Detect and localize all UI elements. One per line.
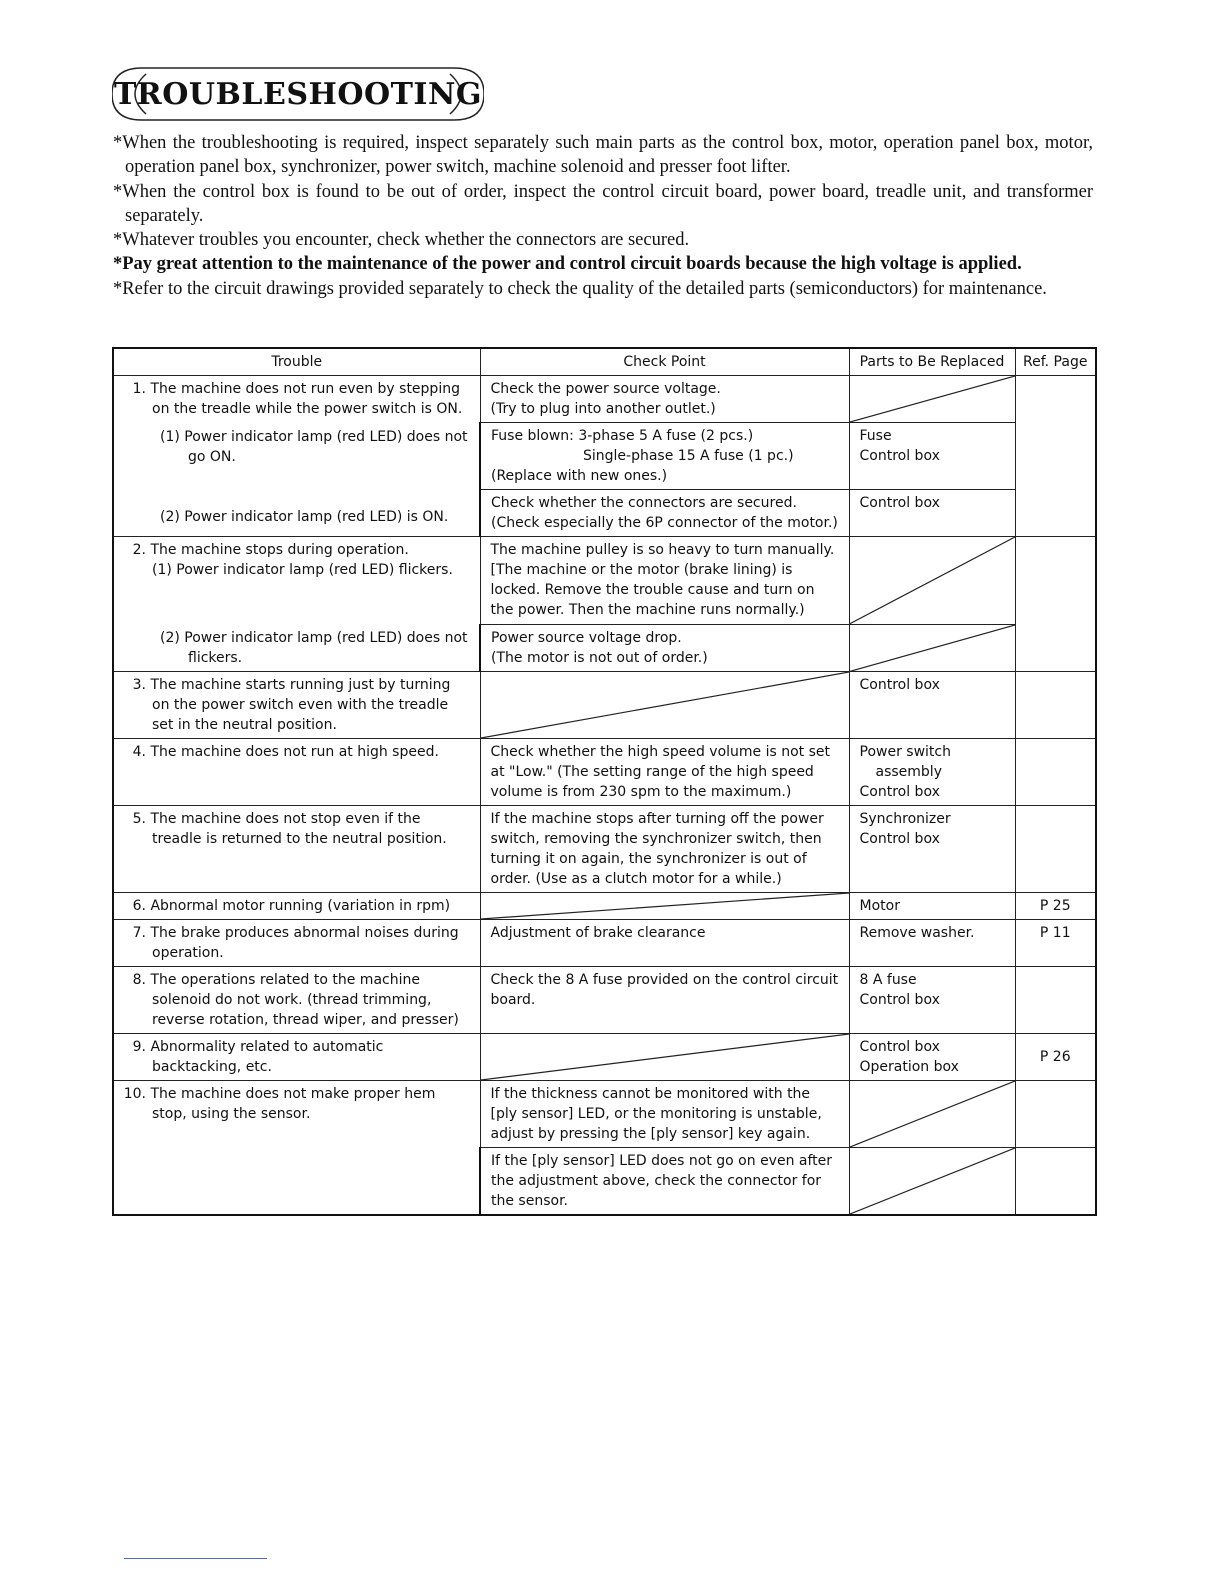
parts-cell <box>849 967 1015 1034</box>
diagonal-line <box>850 1081 1015 1147</box>
diagonal-line <box>481 1034 849 1080</box>
trouble-text: The operations related to the machine solenoid do not work. (thread trimming, reverse rotation, thread wiper, and presser) <box>150 972 459 1028</box>
trouble-text: The machine does not run even by stepping on the treadle while the power switch is ON. <box>150 381 463 417</box>
intro-note: *When the control box is found to be out of order, inspect the control circuit board, power board, treadle unit, and transformer separately. <box>113 181 1093 226</box>
check-point-cell: If the thickness cannot be monitored with the [ply sensor] LED, or the monitoring is unstable, adjust by pressing the [ply sensor] key again. <box>480 1081 849 1148</box>
page-title: TROUBLESHOOTING <box>113 76 483 112</box>
row-number: 5. <box>132 811 146 827</box>
check-line: Check the power source voltage. <box>490 381 721 397</box>
table-row <box>113 376 1096 423</box>
row-number: 3. <box>132 677 146 693</box>
row-number: 10. <box>123 1086 146 1102</box>
check-point-cell: Check whether the high speed volume is not set at "Low." (The setting range of the high speed volume is from 230 spm to the maximum.) <box>480 739 849 806</box>
check-line: (The motor is not out of order.) <box>491 649 708 666</box>
parts-line: assembly <box>875 764 942 780</box>
empty-diagonal-cell <box>480 893 849 920</box>
empty-diagonal-cell <box>849 624 1015 671</box>
row-number: 2. <box>132 542 146 558</box>
check-point-cell: If the machine stops after turning off the power switch, removing the synchronizer switch, then turning it on again, the synchronizer is out of order. (Use as a clutch motor for a while.) <box>480 806 849 893</box>
intro-note: *Refer to the circuit drawings provided separately to check the quality of the detailed parts (semiconductors) for maintenance. <box>113 278 1047 299</box>
intro-note: *Whatever troubles you encounter, check whether the connectors are secured. <box>113 230 690 251</box>
parts-cell: Control box <box>849 672 1015 739</box>
diagonal-line <box>850 376 1015 422</box>
trouble-text: The machine stops during operation. <box>150 542 409 558</box>
trouble-text: The machine starts running just by turning on the power switch even with the treadle set in the neutral position. <box>150 677 451 733</box>
trouble-cell <box>113 739 480 806</box>
trouble-text: The brake produces abnormal noises during operation. <box>150 925 459 961</box>
trouble-cell <box>113 1034 480 1081</box>
parts-line: Control box <box>859 831 940 847</box>
troubleshooting-table <box>112 347 1097 1216</box>
trouble-text: Abnormal motor running (variation in rpm) <box>150 898 451 914</box>
ref-cell <box>1015 739 1096 806</box>
table-row <box>113 1081 1096 1148</box>
check-line: (Try to plug into another outlet.) <box>490 401 716 417</box>
parts-line: Fuse <box>859 428 892 444</box>
trouble-cell <box>113 806 480 893</box>
empty-diagonal-cell <box>849 1148 1015 1216</box>
diagonal-line <box>850 625 1015 671</box>
parts-cell: Remove washer. <box>849 920 1015 967</box>
row-number: 4. <box>132 744 146 760</box>
check-point-cell <box>480 423 849 490</box>
trouble-cell <box>113 893 480 920</box>
table-row <box>113 1034 1096 1081</box>
ref-cell <box>1015 376 1096 537</box>
check-line: Power source voltage drop. <box>491 629 682 646</box>
header-check-point: Check Point <box>480 348 849 376</box>
row-number: 7. <box>132 925 146 941</box>
trouble-cell <box>113 672 480 739</box>
table-row <box>113 920 1096 967</box>
check-point-cell: Adjustment of brake clearance <box>480 920 849 967</box>
check-line: (Replace with new ones.) <box>491 468 668 484</box>
footer-rule <box>124 1558 267 1559</box>
header-ref-page: Ref. Page <box>1015 348 1096 376</box>
table-row <box>113 537 1096 625</box>
table-row <box>113 739 1096 806</box>
trouble-cell <box>113 537 480 672</box>
parts-cell: Control box <box>849 490 1015 537</box>
table-row <box>113 893 1096 920</box>
check-point-cell <box>480 376 849 423</box>
table-row <box>113 806 1096 893</box>
parts-line: Synchronizer <box>859 811 951 827</box>
check-point-cell: Check the 8 A fuse provided on the control circuit board. <box>480 967 849 1034</box>
trouble-text: Abnormality related to automatic backtacking, etc. <box>150 1039 384 1075</box>
ref-cell <box>1015 537 1096 672</box>
parts-cell <box>849 806 1015 893</box>
intro-notes <box>113 131 1093 301</box>
trouble-cell <box>113 967 480 1034</box>
trouble-cell <box>113 1081 480 1216</box>
row-number: 8. <box>132 972 146 988</box>
intro-note: *When the troubleshooting is required, inspect separately such main parts as the control box, motor, operation panel box, motor, operation panel box, synchronizer, power switch, machine solenoid and presser foot lifter. <box>113 133 1093 178</box>
row-number: 1. <box>132 381 146 397</box>
parts-line: Control box <box>859 448 940 464</box>
empty-diagonal-cell <box>480 1034 849 1081</box>
ref-cell <box>1015 672 1096 739</box>
diagonal-line <box>481 672 849 738</box>
empty-diagonal-cell <box>480 672 849 739</box>
header-trouble: Trouble <box>113 348 480 376</box>
trouble-cell <box>113 376 480 537</box>
header-parts: Parts to Be Replaced <box>849 348 1015 376</box>
ref-cell: P 11 <box>1015 920 1096 967</box>
empty-diagonal-cell <box>849 1081 1015 1148</box>
parts-line: Control box <box>859 992 940 1008</box>
row-number: 6. <box>132 898 146 914</box>
trouble-sub-text: (1) Power indicator lamp (red LED) does not go ON. <box>160 429 468 465</box>
parts-cell <box>849 739 1015 806</box>
empty-diagonal-cell <box>849 376 1015 423</box>
diagonal-line <box>481 893 849 919</box>
trouble-sub-text: (2) Power indicator lamp (red LED) does not flickers. <box>160 630 468 666</box>
parts-line: Power switch <box>859 744 951 760</box>
trouble-cell <box>113 920 480 967</box>
diagonal-line <box>850 537 1015 624</box>
parts-line: Control box <box>859 784 940 800</box>
parts-cell: Motor <box>849 893 1015 920</box>
table-header-row <box>113 348 1096 376</box>
ref-cell: P 25 <box>1015 893 1096 920</box>
trouble-sub-text: (1) Power indicator lamp (red LED) flickers. <box>152 562 453 578</box>
intro-warning-note: *Pay great attention to the maintenance of the power and control circuit boards because the high voltage is applied. <box>113 254 1022 275</box>
trouble-text: The machine does not make proper hem stop, using the sensor. <box>150 1086 436 1122</box>
ref-cell <box>1015 806 1096 893</box>
row-number: 9. <box>132 1039 146 1055</box>
check-point-cell <box>480 624 849 671</box>
check-line: Fuse blown: 3-phase 5 A fuse (2 pcs.) <box>491 428 754 444</box>
parts-line: Operation box <box>859 1059 959 1075</box>
empty-diagonal-cell <box>849 537 1015 625</box>
table-row <box>113 672 1096 739</box>
ref-cell: P 26 <box>1015 1034 1096 1081</box>
table-row <box>113 967 1096 1034</box>
diagonal-line <box>850 1148 1015 1214</box>
parts-line: Control box <box>859 1039 940 1055</box>
ref-cell <box>1015 1081 1096 1148</box>
trouble-text: The machine does not stop even if the treadle is returned to the neutral position. <box>150 811 447 847</box>
parts-cell <box>849 423 1015 490</box>
parts-line: 8 A fuse <box>859 972 917 988</box>
parts-cell <box>849 1034 1015 1081</box>
title-frame <box>112 64 484 124</box>
trouble-text: The machine does not run at high speed. <box>150 744 439 760</box>
check-line: Single-phase 15 A fuse (1 pc.) <box>583 448 794 464</box>
check-point-cell: If the [ply sensor] LED does not go on even after the adjustment above, check the connector for the sensor. <box>480 1148 849 1216</box>
check-point-cell: Check whether the connectors are secured. (Check especially the 6P connector of the motor.) <box>480 490 849 537</box>
trouble-sub-text: (2) Power indicator lamp (red LED) is ON. <box>160 509 449 525</box>
check-point-cell: The machine pulley is so heavy to turn manually. [The machine or the motor (brake lining) is locked. Remove the trouble cause and turn on the power. Then the machine runs normally.) <box>480 537 849 625</box>
ref-cell <box>1015 1148 1096 1216</box>
ref-cell <box>1015 967 1096 1034</box>
